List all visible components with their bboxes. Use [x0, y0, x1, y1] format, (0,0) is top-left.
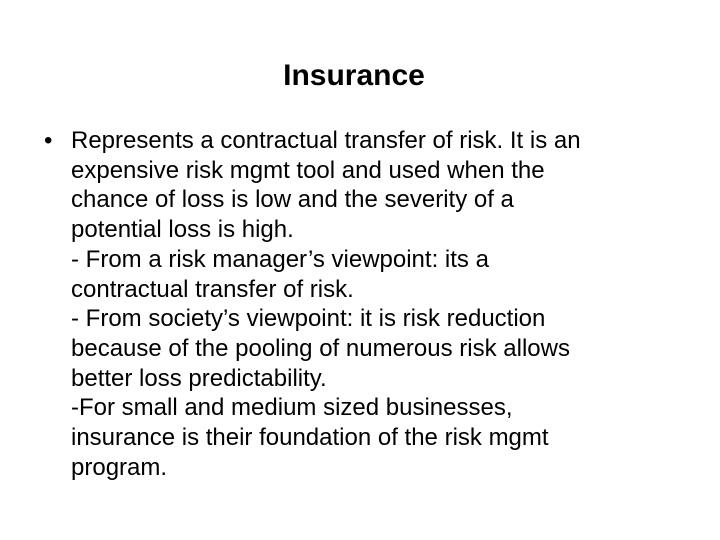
bullet-line: program. [71, 453, 168, 481]
bullet-line: potential loss is high. [71, 216, 294, 244]
bullet-line: Represents a contractual transfer of risk. It is an [71, 127, 581, 154]
bullet-line: - From society’s viewpoint: it is risk reduction [71, 305, 546, 333]
bullet-line: because of the pooling of numerous risk allows [71, 334, 570, 362]
bullet-text [71, 126, 686, 482]
bullet-marker: • [44, 127, 53, 154]
slide-title: Insurance [283, 59, 425, 92]
bullet-line: - From a risk manager’s viewpoint: its a [71, 245, 489, 273]
bullet-line: expensive risk mgmt tool and used when the [71, 156, 545, 184]
bullet-line: insurance is their foundation of the risk mgmt [71, 424, 549, 452]
bullet-line: chance of loss is low and the severity of a [71, 186, 514, 214]
bullet-line: -For small and medium sized businesses, [71, 394, 513, 422]
bullet-line: contractual transfer of risk. [71, 275, 354, 303]
bullet-line: better loss predictability. [71, 364, 327, 392]
